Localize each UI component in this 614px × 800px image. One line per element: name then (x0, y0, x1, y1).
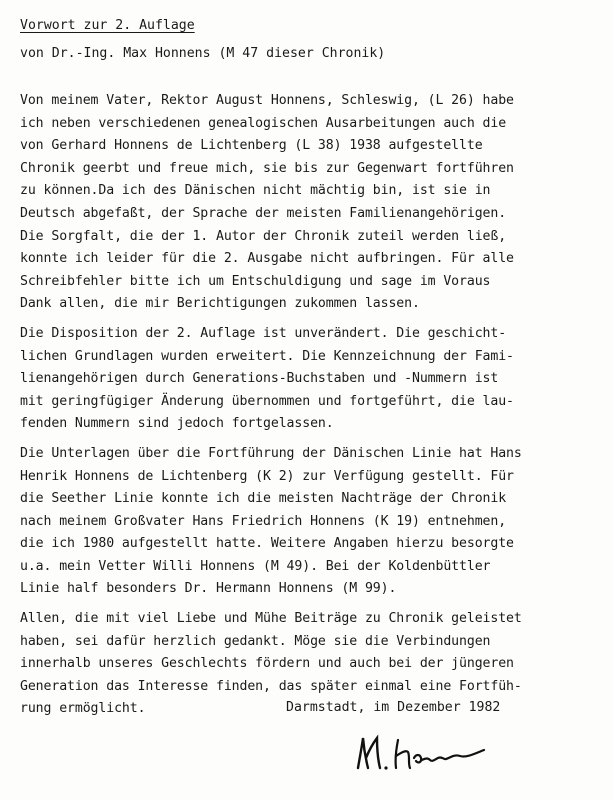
place-date: Darmstadt, im Dezember 1982 (286, 700, 501, 715)
text-line: rung ermöglicht. (20, 701, 146, 717)
text-line: Dank allen, die mir Berichtigungen zukommen lassen. (20, 296, 420, 312)
text-line: Linie half besonders Dr. Hermann Honnens (M 99). (20, 581, 397, 597)
text-line: haben, sei dafür herzlich gedankt. Möge sie die Verbindungen (20, 633, 491, 649)
paragraph (20, 443, 605, 601)
document-body (20, 90, 605, 728)
text-line: mit geringfügiger Änderung übernommen und fortgeführt, die lau- (20, 393, 514, 409)
text-line: lichen Grundlagen wurden erweitert. Die Kennzeichnung der Fami- (20, 348, 514, 364)
text-line: Von meinem Vater, Rektor August Honnens, Schleswig, (L 26) habe (20, 93, 514, 108)
text-line: die Seether Linie konnte ich die meisten Nachträge der Chronik (20, 491, 507, 507)
document-title: Vorwort zur 2. Auflage (20, 18, 195, 33)
text-line: Generation das Interesse finden, das später einmal eine Fortfüh- (20, 678, 522, 694)
text-line: lienangehörigen durch Generations-Buchstaben und -Nummern ist (20, 371, 499, 387)
text-line: nach meinem Großvater Hans Friedrich Honnens (K 19) entnehmen, (20, 513, 507, 529)
text-line: zu können.Da ich des Dänischen nicht mächtig bin, ist sie in (20, 183, 491, 199)
document-subtitle: von Dr.-Ing. Max Honnens (M 47 dieser Chronik) (20, 46, 386, 61)
text-line: die ich 1980 aufgestellt hatte. Weitere Angaben hierzu besorgte (20, 536, 514, 552)
paragraph (20, 90, 605, 316)
paragraph (20, 323, 605, 436)
text-line: Die Disposition der 2. Auflage ist unverändert. Die geschicht- (20, 325, 507, 341)
text-line: Chronik geerbt und freue mich, sie bis zur Gegenwart fortführen (20, 160, 514, 176)
text-line: Henrik Honnens de Lichtenberg (K 2) zur Verfügung gestellt. Für (20, 468, 514, 484)
text-line: ich neben verschiedenen genealogischen Ausarbeitungen auch die (20, 115, 507, 131)
text-line: Die Sorgfalt, die der 1. Autor der Chronik zuteil werden ließ, (20, 228, 507, 244)
text-line: innerhalb unseres Geschlechts fördern und auch bei der jüngeren (20, 656, 514, 672)
signature (350, 728, 500, 776)
text-line: Die Unterlagen über die Fortführung der Dänischen Linie hat Hans (20, 445, 522, 461)
text-line: fenden Nummern sind jedoch fortgelassen. (20, 416, 334, 432)
text-line: Schreibfehler bitte ich um Entschuldigung und sage im Voraus (20, 273, 491, 289)
text-line: Deutsch abgefaßt, der Sprache der meisten Familienangehörigen. (20, 205, 507, 221)
text-line: u.a. mein Vetter Willi Honnens (M 49). Bei der Koldenbüttler (20, 558, 491, 574)
text-line: von Gerhard Honnens de Lichtenberg (L 38) 1938 aufgestellte (20, 138, 483, 154)
text-line: konnte ich leider für die 2. Ausgabe nicht aufbringen. Für alle (20, 251, 514, 267)
text-line: Allen, die mit viel Liebe und Mühe Beiträge zu Chronik geleistet (20, 611, 522, 627)
